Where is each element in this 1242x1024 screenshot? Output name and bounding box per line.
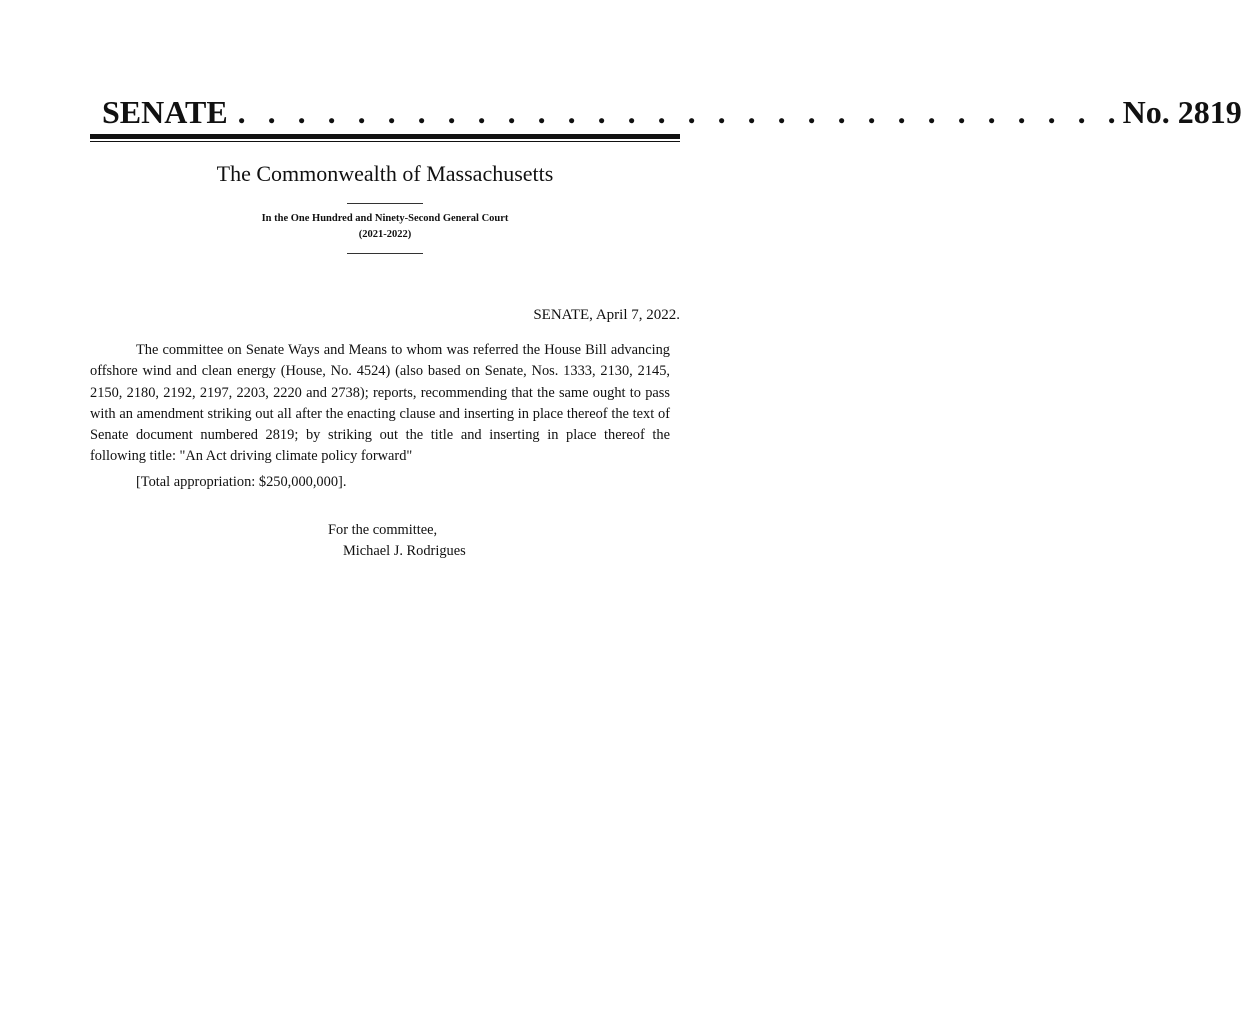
date-line: SENATE, April 7, 2022. xyxy=(533,307,680,323)
commonwealth-title: The Commonwealth of Massachusetts xyxy=(216,161,554,186)
court-session: In the One Hundred and Ninety-Second General Court xyxy=(261,213,509,224)
chamber-title: SENATE xyxy=(102,94,228,130)
court-years: (2021-2022) xyxy=(358,229,412,240)
total-appropriation: [Total appropriation: $250,000,000]. xyxy=(136,474,347,490)
header-rule-thin xyxy=(90,141,680,142)
header-rule-thick xyxy=(90,134,680,139)
divider-bottom xyxy=(347,253,423,254)
document-header xyxy=(90,92,1242,136)
signer-name: Michael J. Rodrigues xyxy=(343,543,466,559)
header-leader-dots: . . . . . . . . . . . . . . . . . . . . . . . . . . . . . . xyxy=(237,94,1123,130)
divider-top xyxy=(347,203,423,204)
header-left xyxy=(102,92,1123,132)
signature-for-line: For the committee, xyxy=(328,522,438,538)
bill-number: No. 2819 xyxy=(1122,94,1242,130)
committee-report-text: The committee on Senate Ways and Means to whom was referred the House Bill advancing offshore wind and clean energy (House, No. 4524) (also based on Senate, Nos. 1333, 2130, 2145, 2150, 2180, 2192, 2197, 2203, 2220 and 2738); reports, recommending that the same ought to pass with an amendment striking out all after the enacting clause and inserting in place thereof the text of Senate document numbered 2819; by striking out the title and inserting in place thereof the following title: "An Act driving climate policy forward" xyxy=(90,342,670,465)
